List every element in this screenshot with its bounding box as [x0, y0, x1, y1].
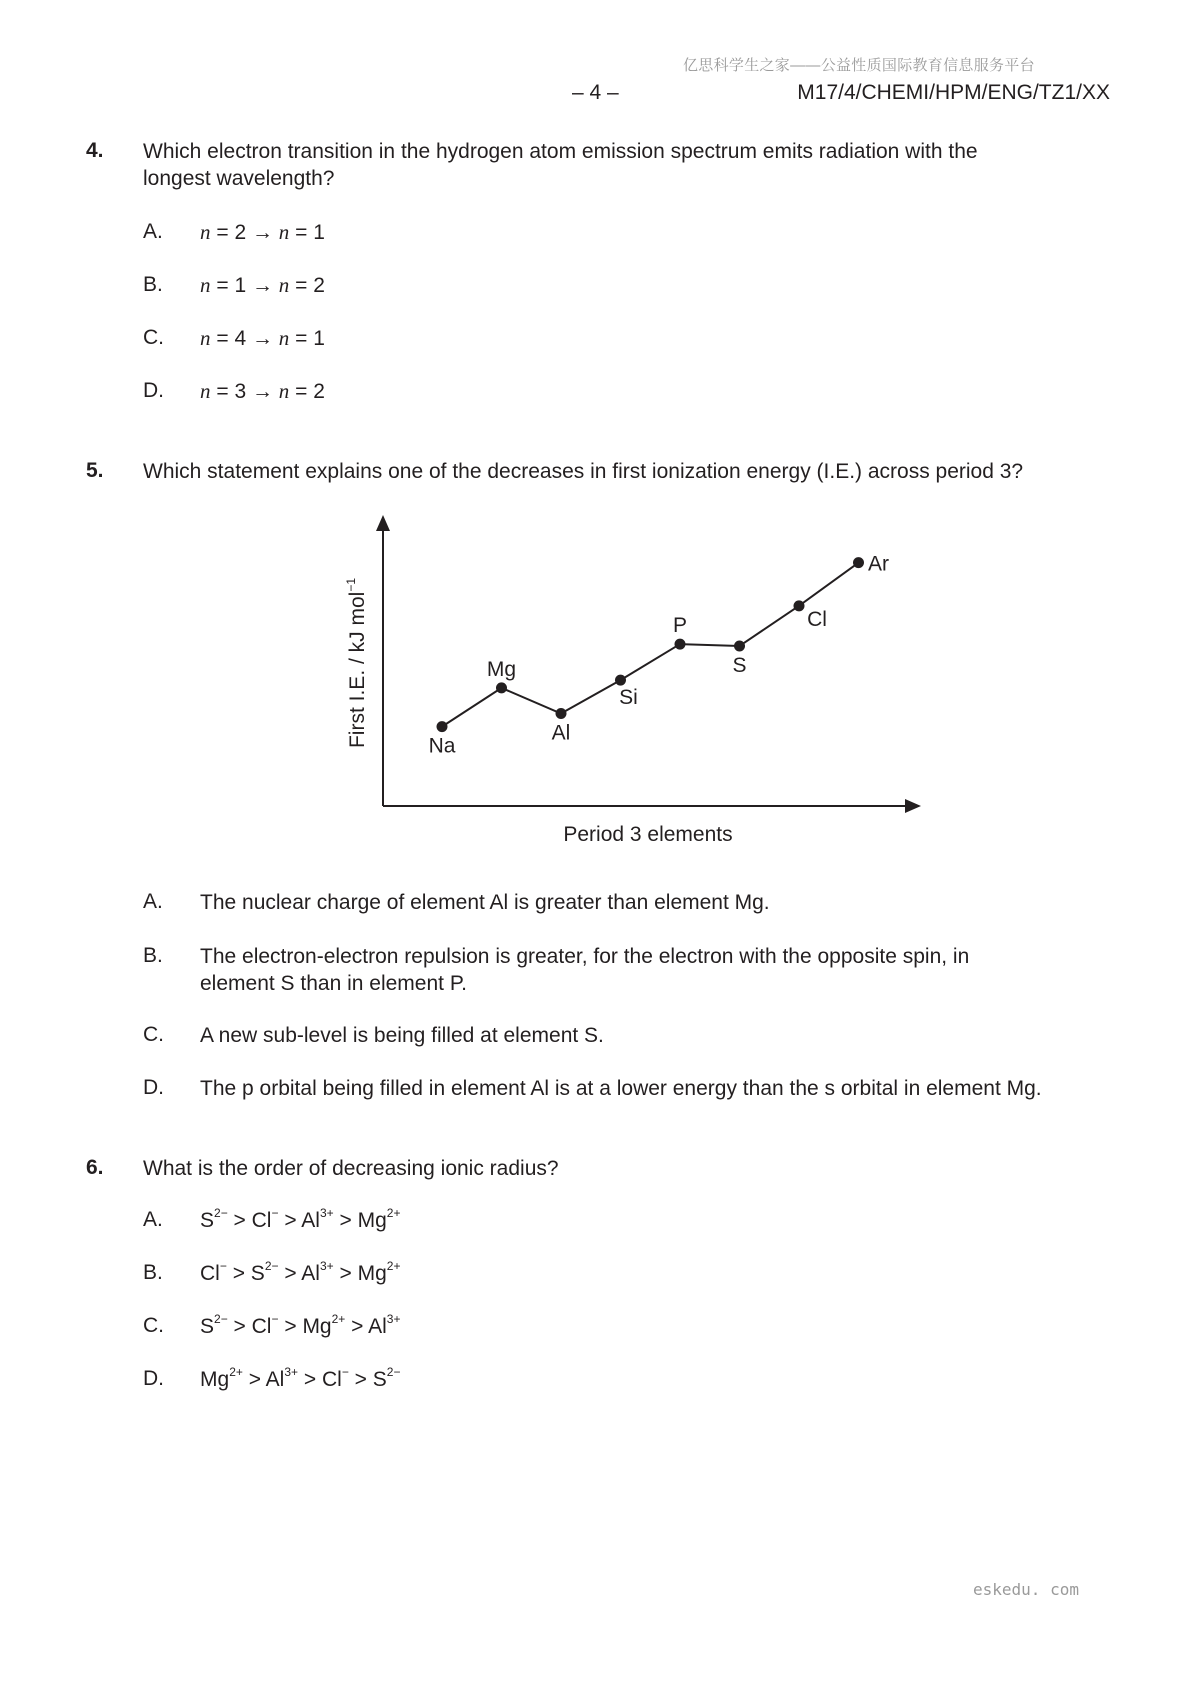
chart-marks	[429, 553, 889, 758]
q4-option-c: n = 4 → n = 1	[200, 326, 325, 350]
ion-charge: 2+	[229, 1365, 243, 1379]
greater-than-sign: >	[226, 1262, 251, 1285]
q6-option-a-letter: A.	[143, 1208, 163, 1231]
ion-symbol: Al	[301, 1262, 320, 1285]
greater-than-sign: >	[242, 1368, 266, 1391]
q4-option-d-to: 2	[313, 380, 325, 403]
q5-option-b-letter: B.	[143, 944, 163, 967]
point-label-al: Al	[551, 721, 571, 745]
q5-option-b-line1: The electron-electron repulsion is greater, for the electron with the opposite spin, in	[200, 945, 970, 968]
ion-symbol: Mg	[200, 1368, 230, 1391]
footer-watermark: eskedu. com	[973, 1580, 1079, 1599]
q4-option-a-to: 1	[313, 221, 325, 244]
y-axis-label-superscript: −1	[344, 577, 358, 592]
q5-option-b-line2: element S than in element P.	[200, 972, 467, 995]
ion-symbol: Cl	[251, 1315, 272, 1338]
q4-option-b-letter: B.	[143, 273, 163, 296]
q5-text: Which statement explains one of the decreases in first ionization energy (I.E.) across period 3?	[143, 460, 1024, 483]
ion-charge: 2−	[264, 1259, 279, 1273]
point-label-ar: Ar	[868, 552, 889, 576]
data-point-si	[615, 675, 626, 686]
greater-than-sign: >	[333, 1209, 358, 1232]
q4-option-b-from: 1	[234, 274, 247, 297]
ion-charge: −	[271, 1206, 279, 1220]
q4-option-a-from: 2	[234, 221, 247, 244]
q4-option-b-to: 2	[313, 274, 325, 297]
greater-than-sign: >	[298, 1368, 322, 1391]
q4-option-d-letter: D.	[143, 379, 164, 402]
q4-option-a-letter: A.	[143, 220, 163, 243]
q5-number: 5.	[86, 459, 104, 482]
ion-charge: 2+	[386, 1206, 401, 1220]
ion-symbol: S	[372, 1368, 387, 1391]
y-axis-label	[344, 578, 369, 748]
point-label-si: Si	[619, 686, 638, 710]
data-point-al	[556, 708, 567, 719]
q6-option-b	[200, 1260, 400, 1287]
ion-charge: 3+	[386, 1312, 401, 1326]
q5-option-d: The p orbital being filled in element Al is at a lower energy than the s orbital in element Mg.	[200, 1077, 1042, 1100]
q4-option-c-letter: C.	[143, 326, 164, 349]
ion-symbol: Al	[368, 1315, 387, 1338]
ion-charge: 2−	[214, 1312, 228, 1326]
ion-symbol: S	[200, 1315, 215, 1338]
q6-option-d	[200, 1366, 400, 1393]
ion-charge: −	[341, 1365, 349, 1379]
y-axis-arrow-icon	[376, 515, 390, 531]
point-label-p: P	[672, 614, 688, 638]
q5-option-c-letter: C.	[143, 1023, 164, 1046]
q6-option-b-letter: B.	[143, 1261, 163, 1284]
q4-text-line1: Which electron transition in the hydrogen atom emission spectrum emits radiation with the	[143, 140, 978, 163]
q4-option-a: n = 2 → n = 1	[200, 220, 325, 244]
ion-charge: 2+	[331, 1312, 346, 1326]
q4-number: 4.	[86, 139, 104, 162]
data-point-ar	[853, 557, 864, 568]
header-watermark: 亿思科学生之家——公益性质国际教育信息服务平台	[683, 57, 1035, 74]
q5-option-c: A new sub-level is being filled at element S.	[200, 1024, 604, 1047]
q5-option-a-letter: A.	[143, 890, 163, 913]
greater-than-sign: >	[227, 1315, 252, 1338]
ion-charge: −	[219, 1259, 227, 1273]
data-point-s	[734, 641, 745, 652]
greater-than-sign: >	[348, 1368, 373, 1391]
q4-option-c-from: 4	[234, 327, 247, 350]
greater-than-sign: >	[333, 1262, 358, 1285]
data-point-na	[437, 721, 448, 732]
ion-symbol: Cl	[200, 1262, 220, 1285]
ion-charge: 2−	[214, 1206, 228, 1220]
paper-code: M17/4/CHEMI/HPM/ENG/TZ1/XX	[797, 81, 1110, 104]
page-number: – 4 –	[572, 81, 619, 104]
q4-text-line2: longest wavelength?	[143, 167, 335, 190]
y-axis-label-main: First I.E. / kJ mol	[346, 591, 369, 749]
ion-symbol: Mg	[357, 1209, 387, 1232]
greater-than-sign: >	[278, 1315, 303, 1338]
q6-option-c	[200, 1313, 400, 1340]
ion-symbol: Al	[265, 1368, 285, 1391]
point-label-mg: Mg	[486, 657, 517, 681]
greater-than-sign: >	[345, 1315, 369, 1338]
point-label-s: S	[732, 654, 747, 677]
q6-text: What is the order of decreasing ionic radius?	[143, 1157, 559, 1180]
q6-option-c-letter: C.	[143, 1314, 164, 1337]
greater-than-sign: >	[278, 1209, 302, 1232]
ion-charge: 3+	[284, 1365, 299, 1379]
data-point-mg	[496, 682, 507, 693]
point-label-na: Na	[428, 734, 456, 758]
data-point-cl	[794, 600, 805, 611]
q6-number: 6.	[86, 1156, 104, 1179]
ion-symbol: Al	[301, 1209, 320, 1232]
x-axis-arrow-icon	[905, 799, 921, 813]
q4-option-b: n = 1 → n = 2	[200, 273, 325, 297]
q4-option-d-from: 3	[234, 380, 247, 403]
q5-option-b	[200, 943, 969, 997]
ion-charge: 3+	[319, 1206, 334, 1220]
point-label-cl: Cl	[807, 607, 827, 631]
ion-symbol: Mg	[302, 1315, 332, 1338]
greater-than-sign: >	[227, 1209, 252, 1232]
q4-option-c-to: 1	[313, 327, 325, 350]
ion-charge: 3+	[319, 1259, 334, 1273]
ion-symbol: S	[250, 1262, 265, 1285]
q5-option-d-letter: D.	[143, 1076, 164, 1099]
q5-option-a: The nuclear charge of element Al is greater than element Mg.	[200, 891, 770, 914]
ion-charge: 2−	[386, 1365, 401, 1379]
ion-symbol: Cl	[251, 1209, 272, 1232]
q6-option-a	[200, 1207, 400, 1234]
ion-symbol: S	[200, 1209, 215, 1232]
greater-than-sign: >	[278, 1262, 302, 1285]
data-point-p	[675, 639, 686, 650]
series-line	[442, 563, 859, 727]
x-axis-label: Period 3 elements	[563, 823, 733, 846]
ion-charge: −	[271, 1312, 279, 1326]
ion-charge: 2+	[386, 1259, 401, 1273]
q6-option-d-letter: D.	[143, 1367, 164, 1390]
ion-symbol: Mg	[357, 1262, 387, 1285]
q4-option-d: n = 3 → n = 2	[200, 379, 325, 403]
ion-symbol: Cl	[321, 1368, 342, 1391]
